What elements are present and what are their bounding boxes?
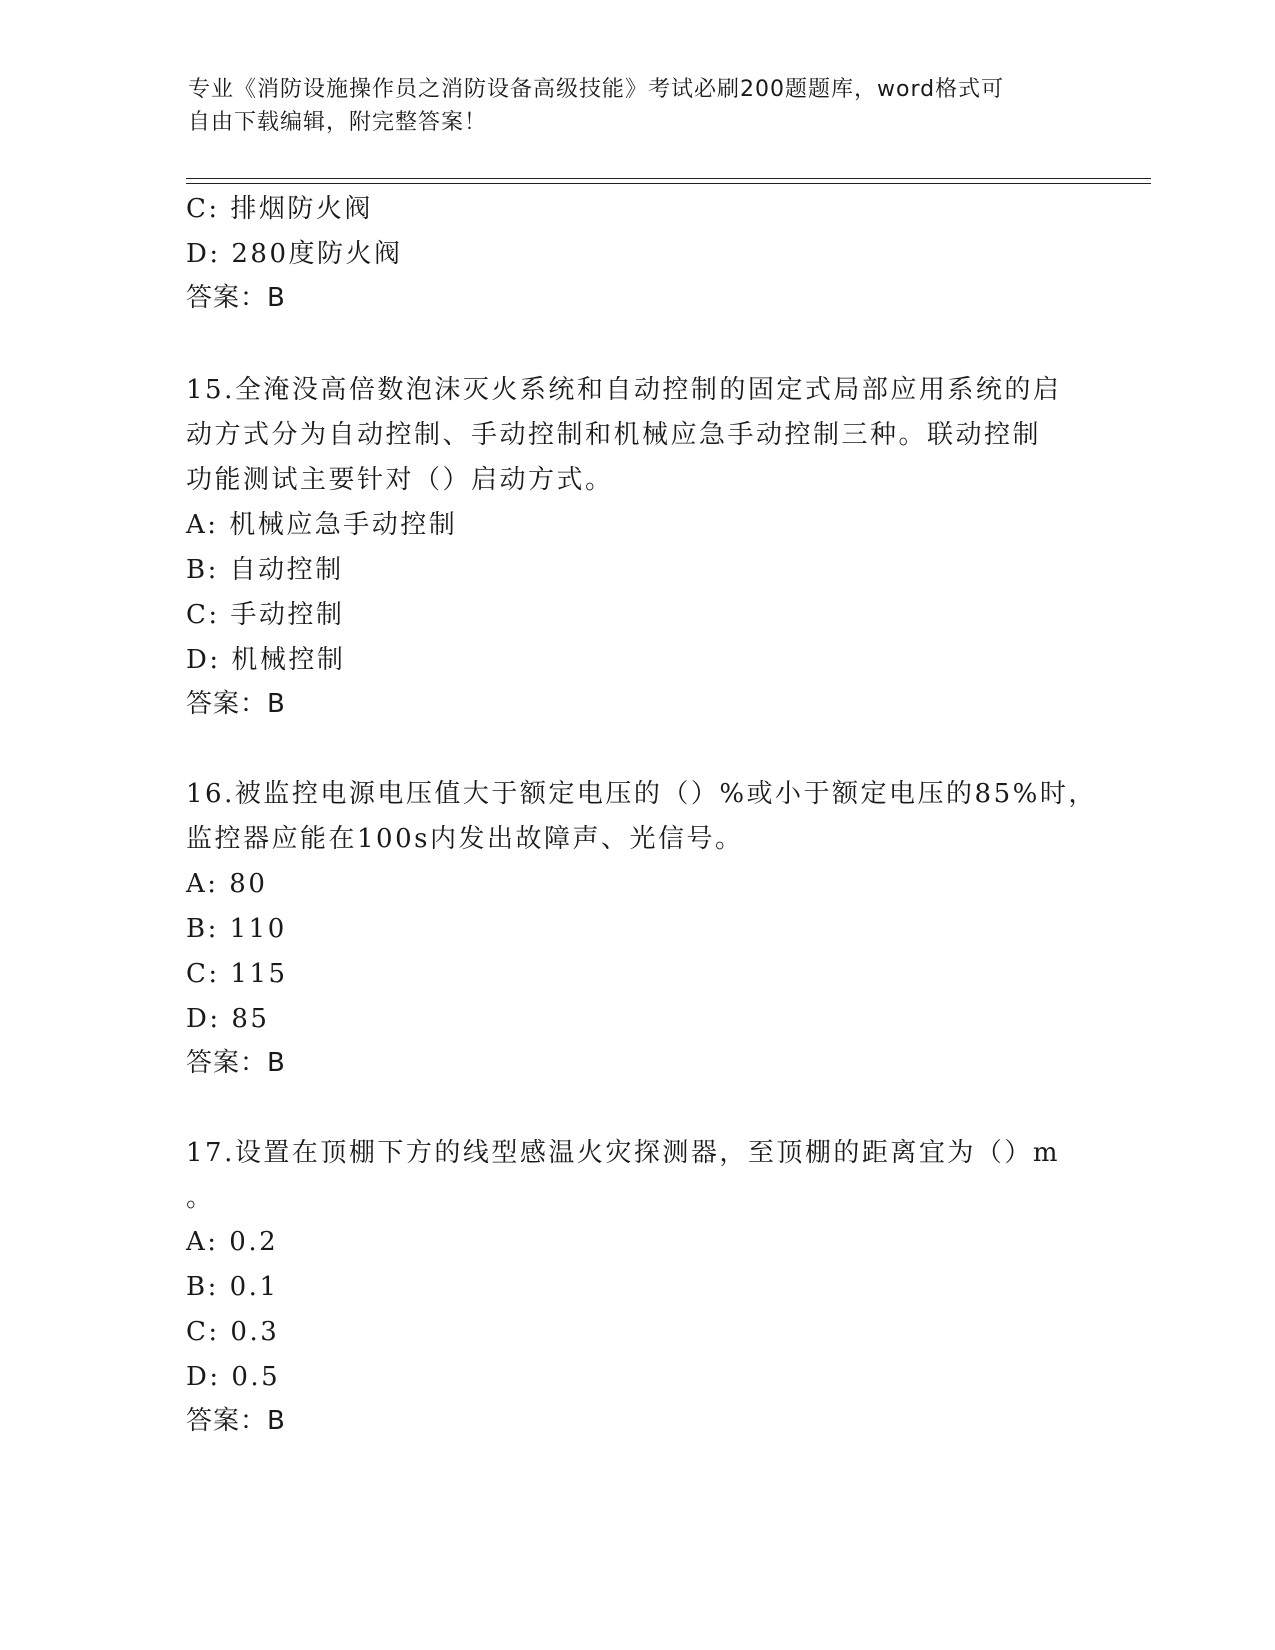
q15-option-c: C: 手动控制	[186, 600, 345, 630]
q16-stem-line-1: 16.被监控电源电压值大于额定电压的（）%或小于额定电压的85%时，	[186, 779, 1097, 809]
q14-option-d: D: 280度防火阀	[186, 239, 403, 269]
q17-answer: 答案：B	[186, 1406, 286, 1436]
q15-stem-line-3: 功能测试主要针对（）启动方式。	[186, 465, 614, 495]
q16-stem-line-2: 监控器应能在100s内发出故障声、光信号。	[186, 824, 744, 854]
q17-option-a: A: 0.2	[186, 1227, 279, 1257]
q17-stem-line-1: 17.设置在顶棚下方的线型感温火灾探测器，至顶棚的距离宜为（）m	[186, 1138, 1061, 1168]
q17-option-d: D: 0.5	[186, 1362, 281, 1392]
header-line-2: 自由下载编辑，附完整答案！	[188, 110, 488, 135]
header-line-1: 专业《消防设施操作员之消防设备高级技能》考试必刷200题题库，word格式可	[188, 77, 1005, 102]
q16-option-d: D: 85	[186, 1004, 270, 1034]
q16-answer: 答案：B	[186, 1048, 286, 1078]
header-divider-bottom	[186, 183, 1151, 184]
header-divider-top	[186, 178, 1151, 179]
q17-stem-line-2: 。	[186, 1183, 215, 1213]
q15-option-d: D: 机械控制	[186, 645, 346, 675]
q15-option-b: B: 自动控制	[186, 555, 344, 585]
q16-option-c: C: 115	[186, 959, 288, 989]
q16-option-b: B: 110	[186, 914, 287, 944]
q14-option-c: C: 排烟防火阀	[186, 194, 373, 224]
q16-option-a: A: 80	[186, 869, 268, 899]
page-header	[188, 73, 1068, 139]
q15-stem-line-1: 15.全淹没高倍数泡沫灭火系统和自动控制的固定式局部应用系统的启	[186, 375, 1062, 405]
q17-option-b: B: 0.1	[186, 1272, 279, 1302]
q15-answer: 答案：B	[186, 689, 286, 719]
q15-option-a: A: 机械应急手动控制	[186, 510, 458, 540]
q17-option-c: C: 0.3	[186, 1317, 280, 1347]
q14-answer: 答案：B	[186, 283, 286, 313]
q15-stem-line-2: 动方式分为自动控制、手动控制和机械应急手动控制三种。联动控制	[186, 420, 1042, 450]
